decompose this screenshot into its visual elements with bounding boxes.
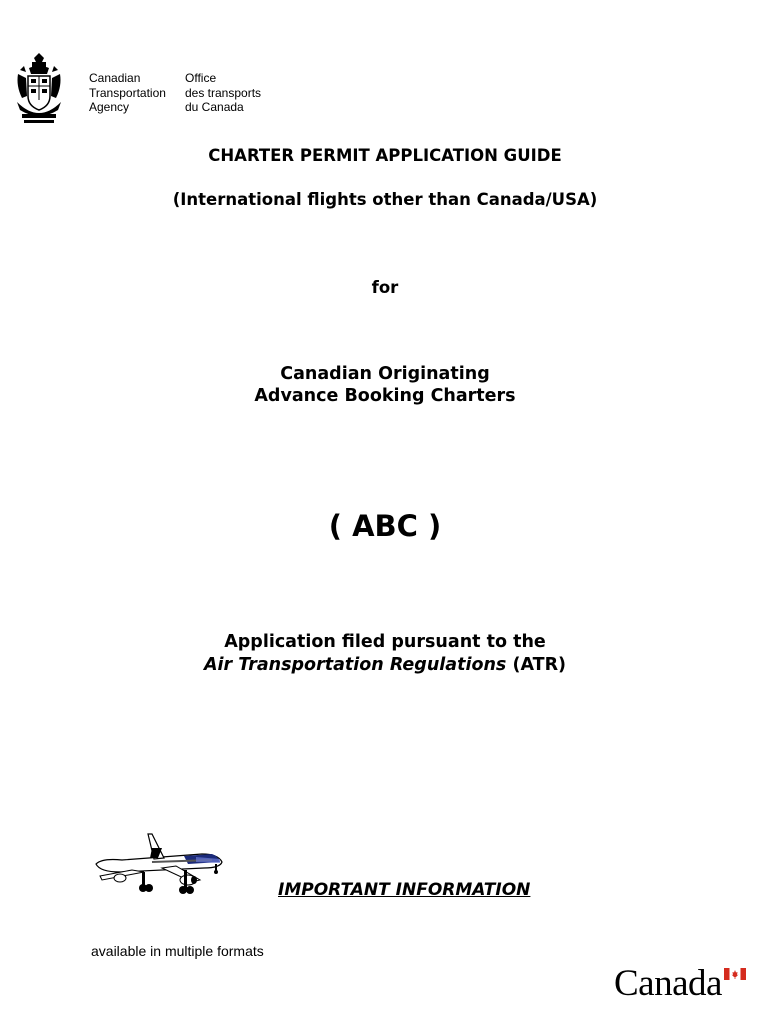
- agency-name-english: [89, 71, 166, 115]
- coat-of-arms-icon: [14, 52, 64, 124]
- important-information-heading: IMPORTANT INFORMATION: [278, 880, 531, 900]
- agency-en-line: Transportation: [89, 85, 166, 100]
- agency-fr-line: du Canada: [185, 100, 244, 114]
- canada-wordmark: Canada: [614, 963, 722, 1004]
- originating-line-1: Canadian Originating: [280, 364, 490, 384]
- agency-en-line: Agency: [89, 100, 130, 114]
- canada-flag-icon: [724, 968, 746, 980]
- abbreviation-heading: ( ABC ): [328, 509, 442, 543]
- agency-fr-line: des transports: [185, 85, 262, 100]
- agency-fr-line: Office: [185, 71, 217, 85]
- airplane-icon: [92, 832, 224, 896]
- regulations-abbrev: (ATR): [506, 655, 567, 675]
- document-subtitle: (International flights other than Canada/USA): [172, 190, 598, 209]
- agency-name-french: [185, 71, 261, 115]
- regulations-name: Air Transportation Regulations: [203, 655, 507, 675]
- originating-line-2: Advance Booking Charters: [254, 386, 516, 406]
- for-label: for: [371, 278, 399, 297]
- document-title: CHARTER PERMIT APPLICATION GUIDE: [208, 146, 562, 165]
- formats-note: available in multiple formats: [91, 943, 264, 959]
- application-line-1: Application filed pursuant to the: [224, 632, 546, 652]
- application-line-2: [0, 655, 770, 675]
- agency-en-line: Canadian: [89, 71, 141, 85]
